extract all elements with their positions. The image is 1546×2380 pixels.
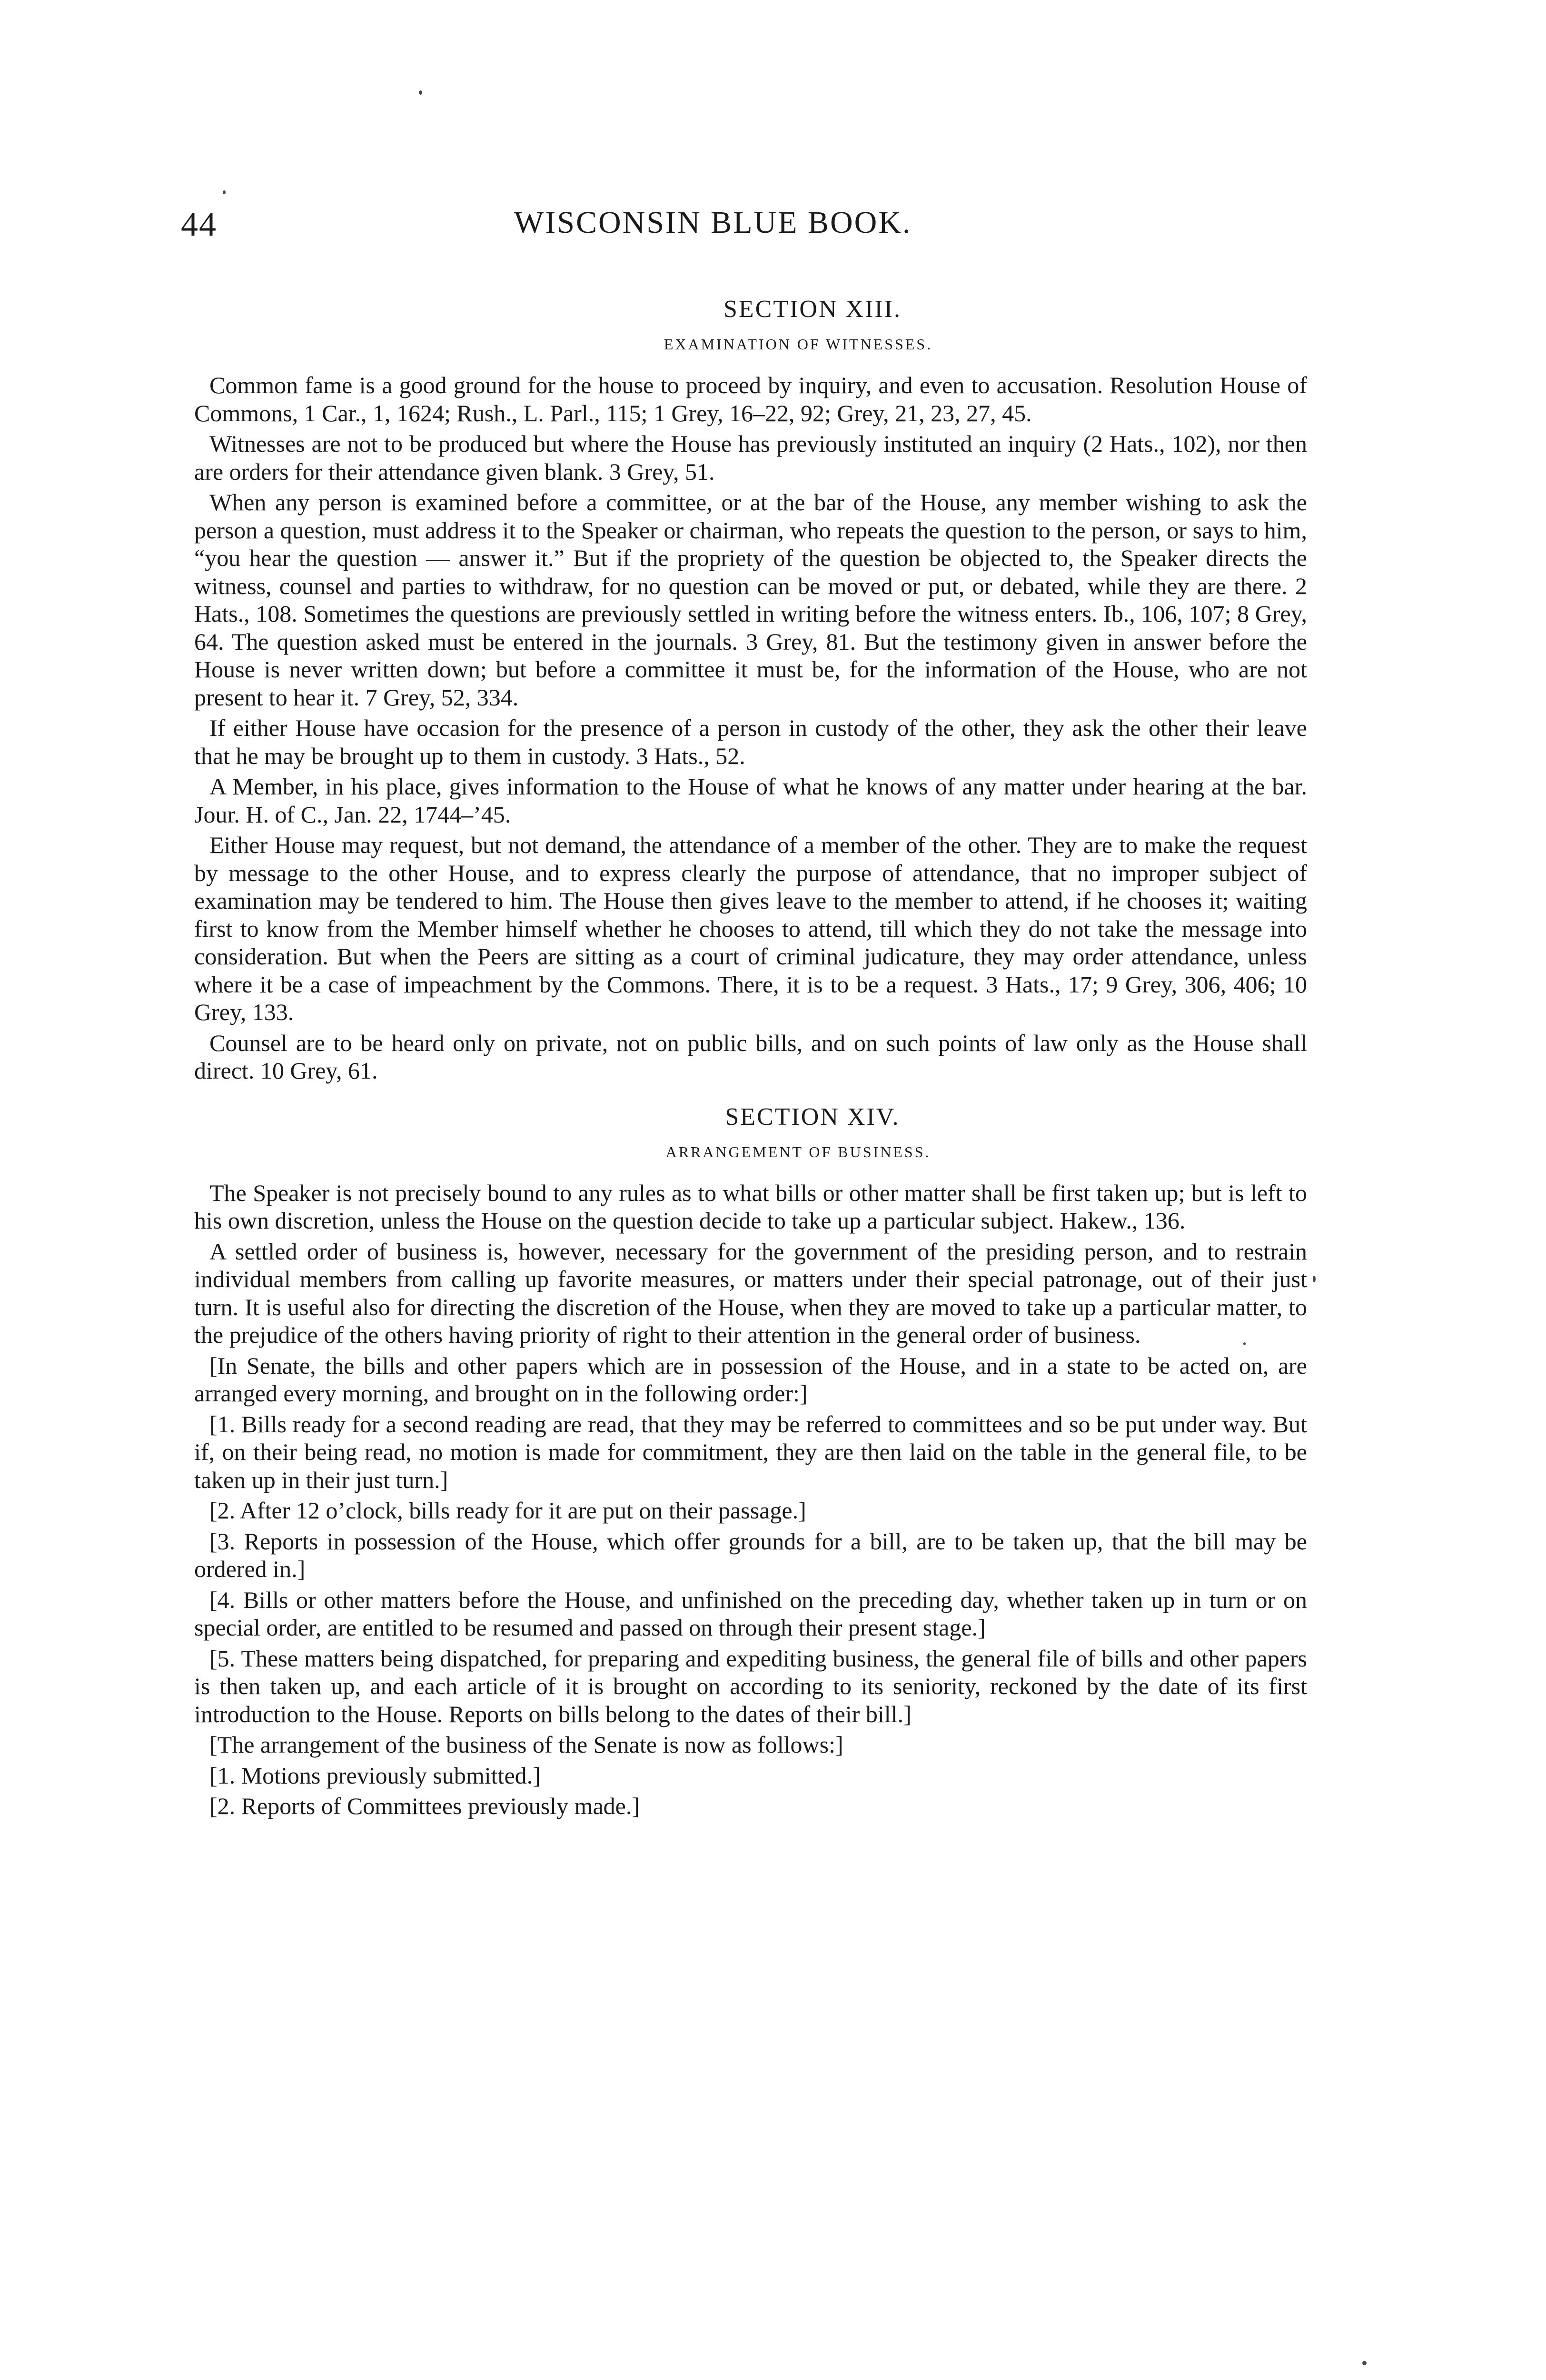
page-number: 44 xyxy=(181,205,217,243)
section-subtitle: ARRANGEMENT OF BUSINESS. xyxy=(665,1143,931,1160)
paragraph: Either House may request, but not demand, the attendance of a member of the other. They are to make the request by message to the other House, and to express clearly the purpose of attendance, that no improper subject of examination may be tendered to him. The House then gives leave to the member to attend, if he chooses it; waiting first to know from the Member himself whether he chooses to attend, till which they do not take the message into consideration. But when the Peers are sitting as a court of criminal judicature, they may order attendance, unless where it be a case of impeachment by the Commons. There, it is to be a request. 3 Hats., 17; 9 Grey, 306, 406; 10 Grey, 133. xyxy=(194,832,1307,1025)
paragraph: [2. Reports of Committees previously made.] xyxy=(209,1793,640,1819)
paragraph: [1. Motions previously submitted.] xyxy=(209,1762,541,1789)
paragraph: [In Senate, the bills and other papers which are in possession of the House, and in a state to be acted on, are arranged every morning, and brought on in the following order:] xyxy=(194,1352,1307,1407)
page-header xyxy=(181,205,1318,257)
paragraph: [2. After 12 o’clock, bills ready for it are put on their passage.] xyxy=(209,1497,806,1524)
section-subtitle: EXAMINATION OF WITNESSES. xyxy=(664,336,933,353)
paragraph: When any person is examined before a committee, or at the bar of the House, any member wishing to ask the person a question, must address it to the Speaker or chairman, who repeats the question to the person, or says to him, “you hear the question — answer it.” But if the propriety of the question be objected to, the Speaker directs the witness, counsel and parties to withdraw, for no question can be moved or put, or debated, while they are there. 2 Hats., 108. Sometimes the questions are previously settled in writing before the witness enters. Ib., 106, 107; 8 Grey, 64. The question asked must be entered in the journals. 3 Grey, 81. But the testimony given in answer before the House is never written down; but before a committee it must be, for the information of the House, who are not present to hear it. 7 Grey, 52, 334. xyxy=(194,489,1307,711)
paragraph: [The arrangement of the business of the Senate is now as follows:] xyxy=(209,1731,843,1758)
paragraph: [5. These matters being dispatched, for preparing and expediting business, the general file of bills and other papers is then taken up, and each article of it is brought on according to its seniority, reckoned by the date of its first introduction to the House. Reports on bills belong to the dates of their bill.] xyxy=(194,1645,1307,1727)
section-14 xyxy=(194,1103,1307,1820)
paragraph: A settled order of business is, however, necessary for the government of the presiding person, and to restrain individual members from calling up favorite measures, or matters under their special patronage, out of their just turn. It is useful also for directing the discretion of the House, when they are moved to take up a particular matter, to the prejudice of the others having priority of right to their attention in the general order of business. xyxy=(194,1238,1307,1348)
paragraph: [3. Reports in possession of the House, which offer grounds for a bill, are to be taken up, that the bill may be ordered in.] xyxy=(194,1527,1307,1582)
section-title: SECTION XIV. xyxy=(725,1103,900,1130)
paragraph: [1. Bills ready for a second reading are read, that they may be referred to committees and so be put under way. But if, on their being read, no motion is made for commitment, they are then laid on the table in the general file, to be taken up in their just turn.] xyxy=(194,1410,1307,1493)
paragraph: The Speaker is not precisely bound to any rules as to what bills or other matter shall be first taken up; but is left to his own discretion, unless the House on the question decide to take up a particular subject. Hakew., 136. xyxy=(194,1179,1307,1234)
paragraph: A Member, in his place, gives information to the House of what he knows of any matter under hearing at the bar. Jour. H. of C., Jan. 22, 1744–’45. xyxy=(194,773,1307,828)
paragraph: Common fame is a good ground for the house to proceed by inquiry, and even to accusation. Resolution House of Commons, 1 Car., 1, 1624; Rush., L. Parl., 115; 1 Grey, 16–22, 92; Grey, 21, 23, 27, 45. xyxy=(194,372,1307,426)
scan-speck xyxy=(1243,1342,1246,1345)
running-head: WISCONSIN BLUE BOOK. xyxy=(514,205,912,240)
section-spacer xyxy=(194,1085,1307,1103)
section-title: SECTION XIII. xyxy=(723,296,902,323)
paragraph: Counsel are to be heard only on private, not on public bills, and on such points of law only as the House shall direct. 10 Grey, 61. xyxy=(194,1029,1307,1084)
paragraph: Witnesses are not to be produced but where the House has previously instituted an inquiry (2 Hats., 102), nor then are orders for their attendance given blank. 3 Grey, 51. xyxy=(194,430,1307,485)
section-13 xyxy=(194,295,1307,1085)
scan-speck xyxy=(419,90,422,95)
scan-speck xyxy=(1313,1276,1316,1282)
scan-speck xyxy=(223,190,226,194)
paragraph: [4. Bills or other matters before the House, and unfinished on the preceding day, whether taken up in turn or on special order, are entitled to be resumed and passed on through their present stage.] xyxy=(194,1586,1307,1641)
page-body xyxy=(194,295,1307,1820)
scan-speck xyxy=(1362,2361,1367,2365)
paragraph: If either House have occasion for the presence of a person in custody of the other, they ask the other their leave that he may be brought up to them in custody. 3 Hats., 52. xyxy=(194,714,1307,769)
